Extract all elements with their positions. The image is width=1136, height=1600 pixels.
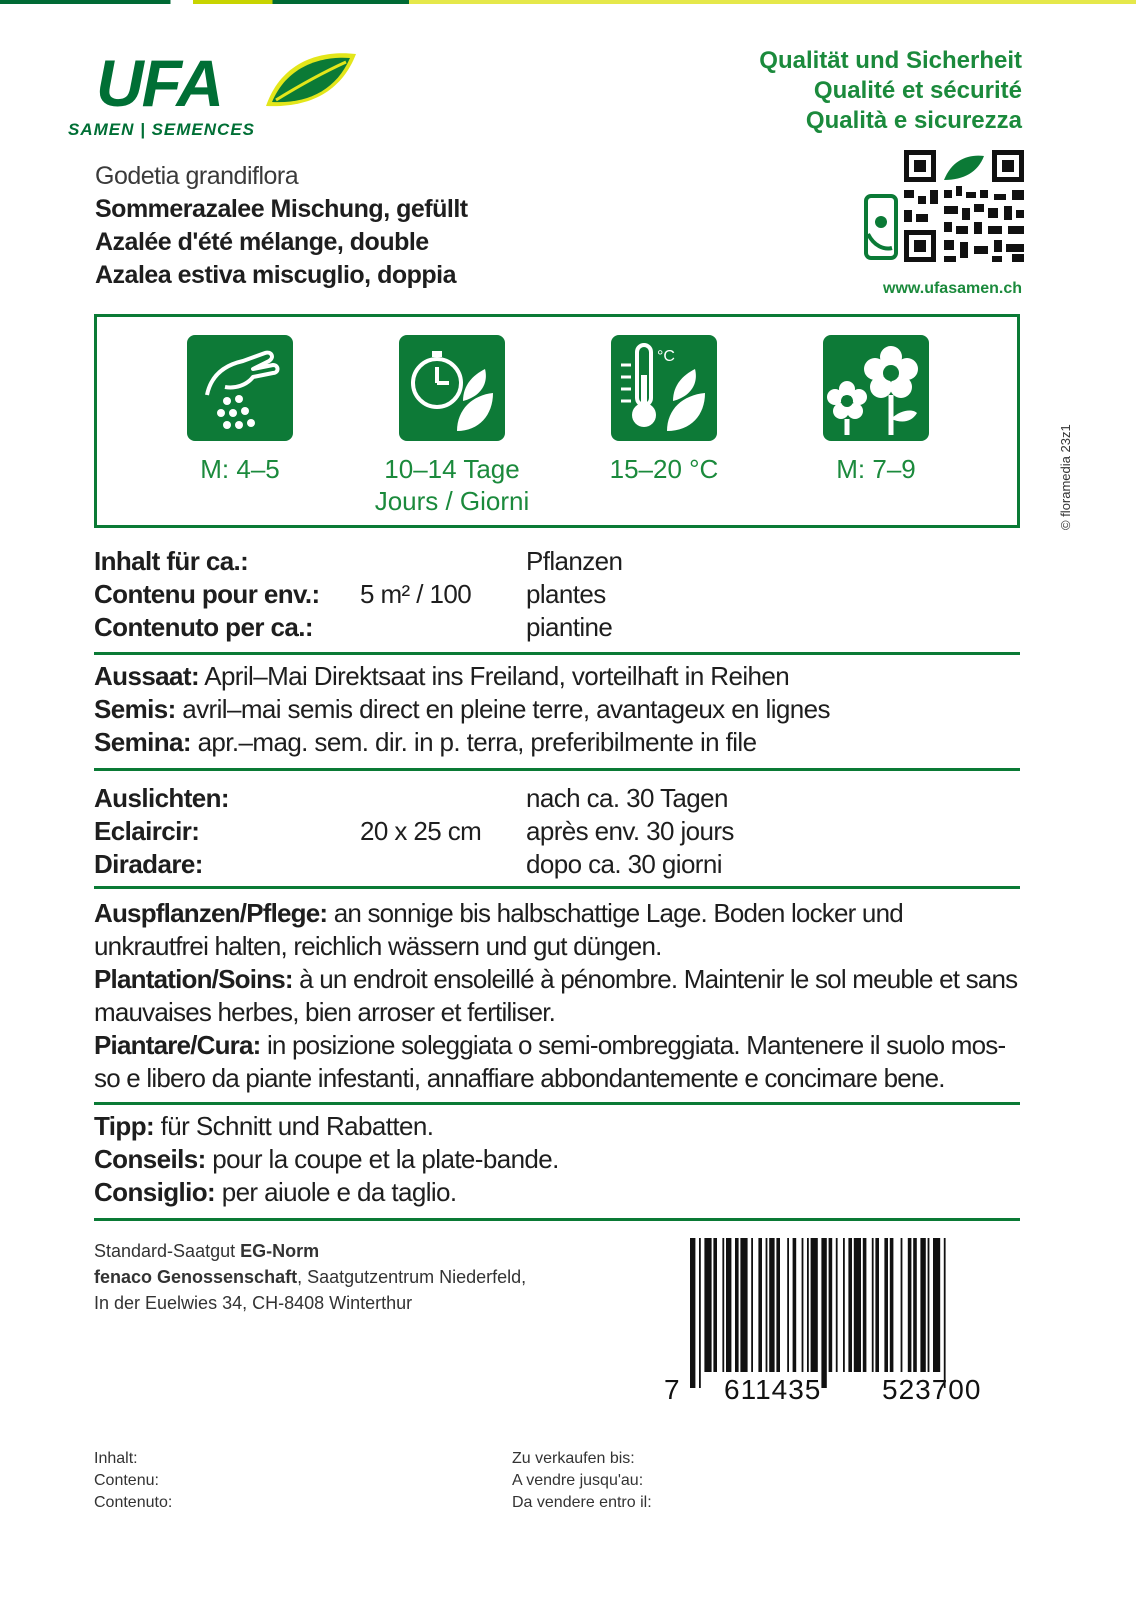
sowing-section bbox=[94, 660, 1020, 759]
barcode-bar bbox=[843, 1238, 845, 1372]
barcode-bar bbox=[751, 1238, 753, 1372]
content-section bbox=[94, 545, 1020, 645]
divider bbox=[94, 1218, 1020, 1221]
name-fr: Azalée d'été mélange, double bbox=[95, 228, 429, 256]
content-label-de: Inhalt für ca.: bbox=[94, 546, 249, 576]
barcode-bar bbox=[793, 1238, 797, 1372]
barcode-bar bbox=[875, 1238, 879, 1372]
qr-code-icon[interactable] bbox=[862, 150, 1024, 270]
thinning-time-fr: après env. 30 jours bbox=[526, 816, 734, 846]
barcode-bar bbox=[690, 1238, 695, 1388]
quality-de: Qualität und Sicherheit bbox=[759, 47, 1022, 74]
content-unit-it: piantine bbox=[526, 612, 613, 642]
cultivation-icons-box bbox=[94, 314, 1020, 528]
barcode-bar bbox=[908, 1238, 912, 1372]
tip-de: Tipp: für Schnitt und Rabatten. bbox=[94, 1111, 434, 1141]
barcode-bar bbox=[848, 1238, 852, 1372]
barcode-bar bbox=[726, 1238, 731, 1372]
barcode-bar bbox=[872, 1238, 874, 1372]
sowing-it: Semina: apr.–mag. sem. dir. in p. terra, preferibilmente in file bbox=[94, 727, 757, 757]
content-unit-de: Pflanzen bbox=[526, 546, 623, 576]
footer-sell-by-labels: Zu verkaufen bis: A vendre jusqu'au: Da vendere entro il: bbox=[512, 1450, 652, 1511]
barcode-bar bbox=[933, 1238, 940, 1372]
latin-name: Godetia grandiflora bbox=[95, 162, 299, 190]
barcode-bar bbox=[699, 1238, 701, 1388]
thinning-time-it: dopo ca. 30 giorni bbox=[526, 849, 722, 879]
barcode bbox=[664, 1238, 1022, 1405]
sowing-hand-icon bbox=[187, 335, 293, 441]
website-link[interactable]: www.ufasamen.ch bbox=[883, 280, 1022, 297]
thinning-label-it: Diradare: bbox=[94, 849, 203, 879]
barcode-bar bbox=[913, 1238, 917, 1372]
barcode-digits-2: 611435 bbox=[724, 1374, 822, 1405]
tip-it: Consiglio: per aiuole e da taglio. bbox=[94, 1177, 457, 1207]
barcode-bar bbox=[807, 1238, 809, 1372]
producer-address: In der Euelwies 34, CH-8408 Winterthur bbox=[94, 1293, 413, 1313]
care-it: Piantare/Cura: in posizione soleggiata o semi-ombreggiata. Mantenere il suolo mos-so e libero da piante infestanti, annaffiare abbondantemente e concimare bene. bbox=[94, 1030, 1006, 1093]
barcode-bar bbox=[944, 1238, 946, 1388]
flowers-icon bbox=[823, 335, 929, 441]
barcode-bars-icon bbox=[690, 1238, 1022, 1388]
content-label-fr: Contenu pour env.: bbox=[94, 579, 320, 609]
thinning-section bbox=[94, 782, 1020, 882]
content-unit-fr: plantes bbox=[526, 579, 606, 609]
tip-fr: Conseils: pour la coupe et la plate-bande. bbox=[94, 1144, 559, 1174]
sowing-de: Aussaat: April–Mai Direktsaat ins Freiland, vorteilhaft in Reihen bbox=[94, 661, 790, 691]
divider bbox=[94, 1102, 1020, 1105]
divider bbox=[94, 768, 1020, 771]
name-it: Azalea estiva miscuglio, doppia bbox=[95, 261, 457, 289]
logo-subtitle: SAMEN | SEMENCES bbox=[68, 120, 256, 139]
barcode-bar bbox=[863, 1238, 867, 1372]
quality-fr: Qualité et sécurité bbox=[813, 77, 1022, 104]
barcode-bar bbox=[829, 1238, 833, 1372]
germination-timer-icon bbox=[399, 335, 505, 441]
barcode-digit-1: 7 bbox=[664, 1374, 681, 1405]
barcode-bar bbox=[884, 1238, 888, 1372]
divider bbox=[94, 886, 1020, 889]
barcode-bar bbox=[787, 1238, 789, 1372]
divider bbox=[94, 652, 1020, 655]
barcode-bar bbox=[722, 1238, 724, 1372]
quality-it: Qualità e sicurezza bbox=[805, 107, 1022, 134]
germination-label: 10–14 Tage Jours / Giorni bbox=[374, 454, 530, 516]
barcode-bar bbox=[704, 1238, 711, 1372]
content-label-it: Contenuto per ca.: bbox=[94, 612, 313, 642]
svg-text:°C: °C bbox=[657, 348, 675, 365]
tips-section bbox=[94, 1110, 1020, 1209]
content-value: 5 m² / 100 bbox=[360, 579, 472, 609]
barcode-bar bbox=[920, 1238, 925, 1372]
barcode-digits-3: 523700 bbox=[882, 1374, 982, 1405]
barcode-bar bbox=[758, 1238, 762, 1372]
care-de: Auspflanzen/Pflege: an sonnige bis halbschattige Lage. Boden locker und unkrautfrei halten, reichlich wässern und gut düngen. bbox=[94, 898, 903, 961]
temperature-label: 15–20 °C bbox=[609, 454, 719, 484]
producer-info bbox=[94, 1238, 654, 1316]
barcode-bar bbox=[928, 1238, 930, 1372]
footer-content-labels: Inhalt: Contenu: Contenuto: bbox=[94, 1450, 173, 1511]
sowing-fr: Semis: avril–mai semis direct en pleine terre, avantageux en lignes bbox=[94, 694, 830, 724]
phone-icon bbox=[866, 196, 896, 258]
side-credit: © floramedia 23z1 bbox=[1058, 424, 1073, 530]
care-fr: Plantation/Soins: à un endroit ensoleillé à pénombre. Maintenir le sol meuble et sans mauvaises herbes, bien arroser et fertiliser. bbox=[94, 964, 1018, 1027]
leaf-logo-icon bbox=[262, 50, 358, 108]
barcode-bar bbox=[740, 1238, 747, 1372]
care-section bbox=[94, 897, 1020, 1095]
seed-standard: Standard-Saatgut EG-Norm bbox=[94, 1241, 320, 1261]
barcode-bar bbox=[735, 1238, 739, 1372]
barcode-bar bbox=[776, 1238, 780, 1372]
name-de: Sommerazalee Mischung, gefüllt bbox=[95, 195, 468, 223]
barcode-bar bbox=[821, 1238, 826, 1388]
barcode-bar bbox=[836, 1238, 838, 1372]
thinning-spacing: 20 x 25 cm bbox=[360, 816, 482, 846]
top-color-bar bbox=[0, 0, 1136, 4]
barcode-bar bbox=[854, 1238, 861, 1372]
barcode-bar bbox=[766, 1238, 768, 1372]
producer-name: fenaco Genossenschaft, Saatgutzentrum Niederfeld, bbox=[94, 1267, 527, 1287]
barcode-bar bbox=[811, 1238, 818, 1372]
barcode-bar bbox=[769, 1238, 774, 1372]
barcode-bar bbox=[713, 1238, 717, 1372]
sowing-month-label: M: 4–5 bbox=[200, 454, 280, 484]
flowering-month-label: M: 7–9 bbox=[836, 454, 916, 484]
barcode-bar bbox=[802, 1238, 804, 1372]
thinning-label-fr: Eclaircir: bbox=[94, 816, 200, 846]
thinning-label-de: Auslichten: bbox=[94, 783, 229, 813]
barcode-bar bbox=[901, 1238, 903, 1372]
product-names bbox=[95, 160, 468, 292]
barcode-bar bbox=[890, 1238, 894, 1372]
ufa-logo: UFA bbox=[96, 46, 222, 120]
thinning-time-de: nach ca. 30 Tagen bbox=[526, 783, 728, 813]
thermometer-icon bbox=[611, 335, 717, 441]
quality-claims bbox=[759, 46, 1022, 136]
